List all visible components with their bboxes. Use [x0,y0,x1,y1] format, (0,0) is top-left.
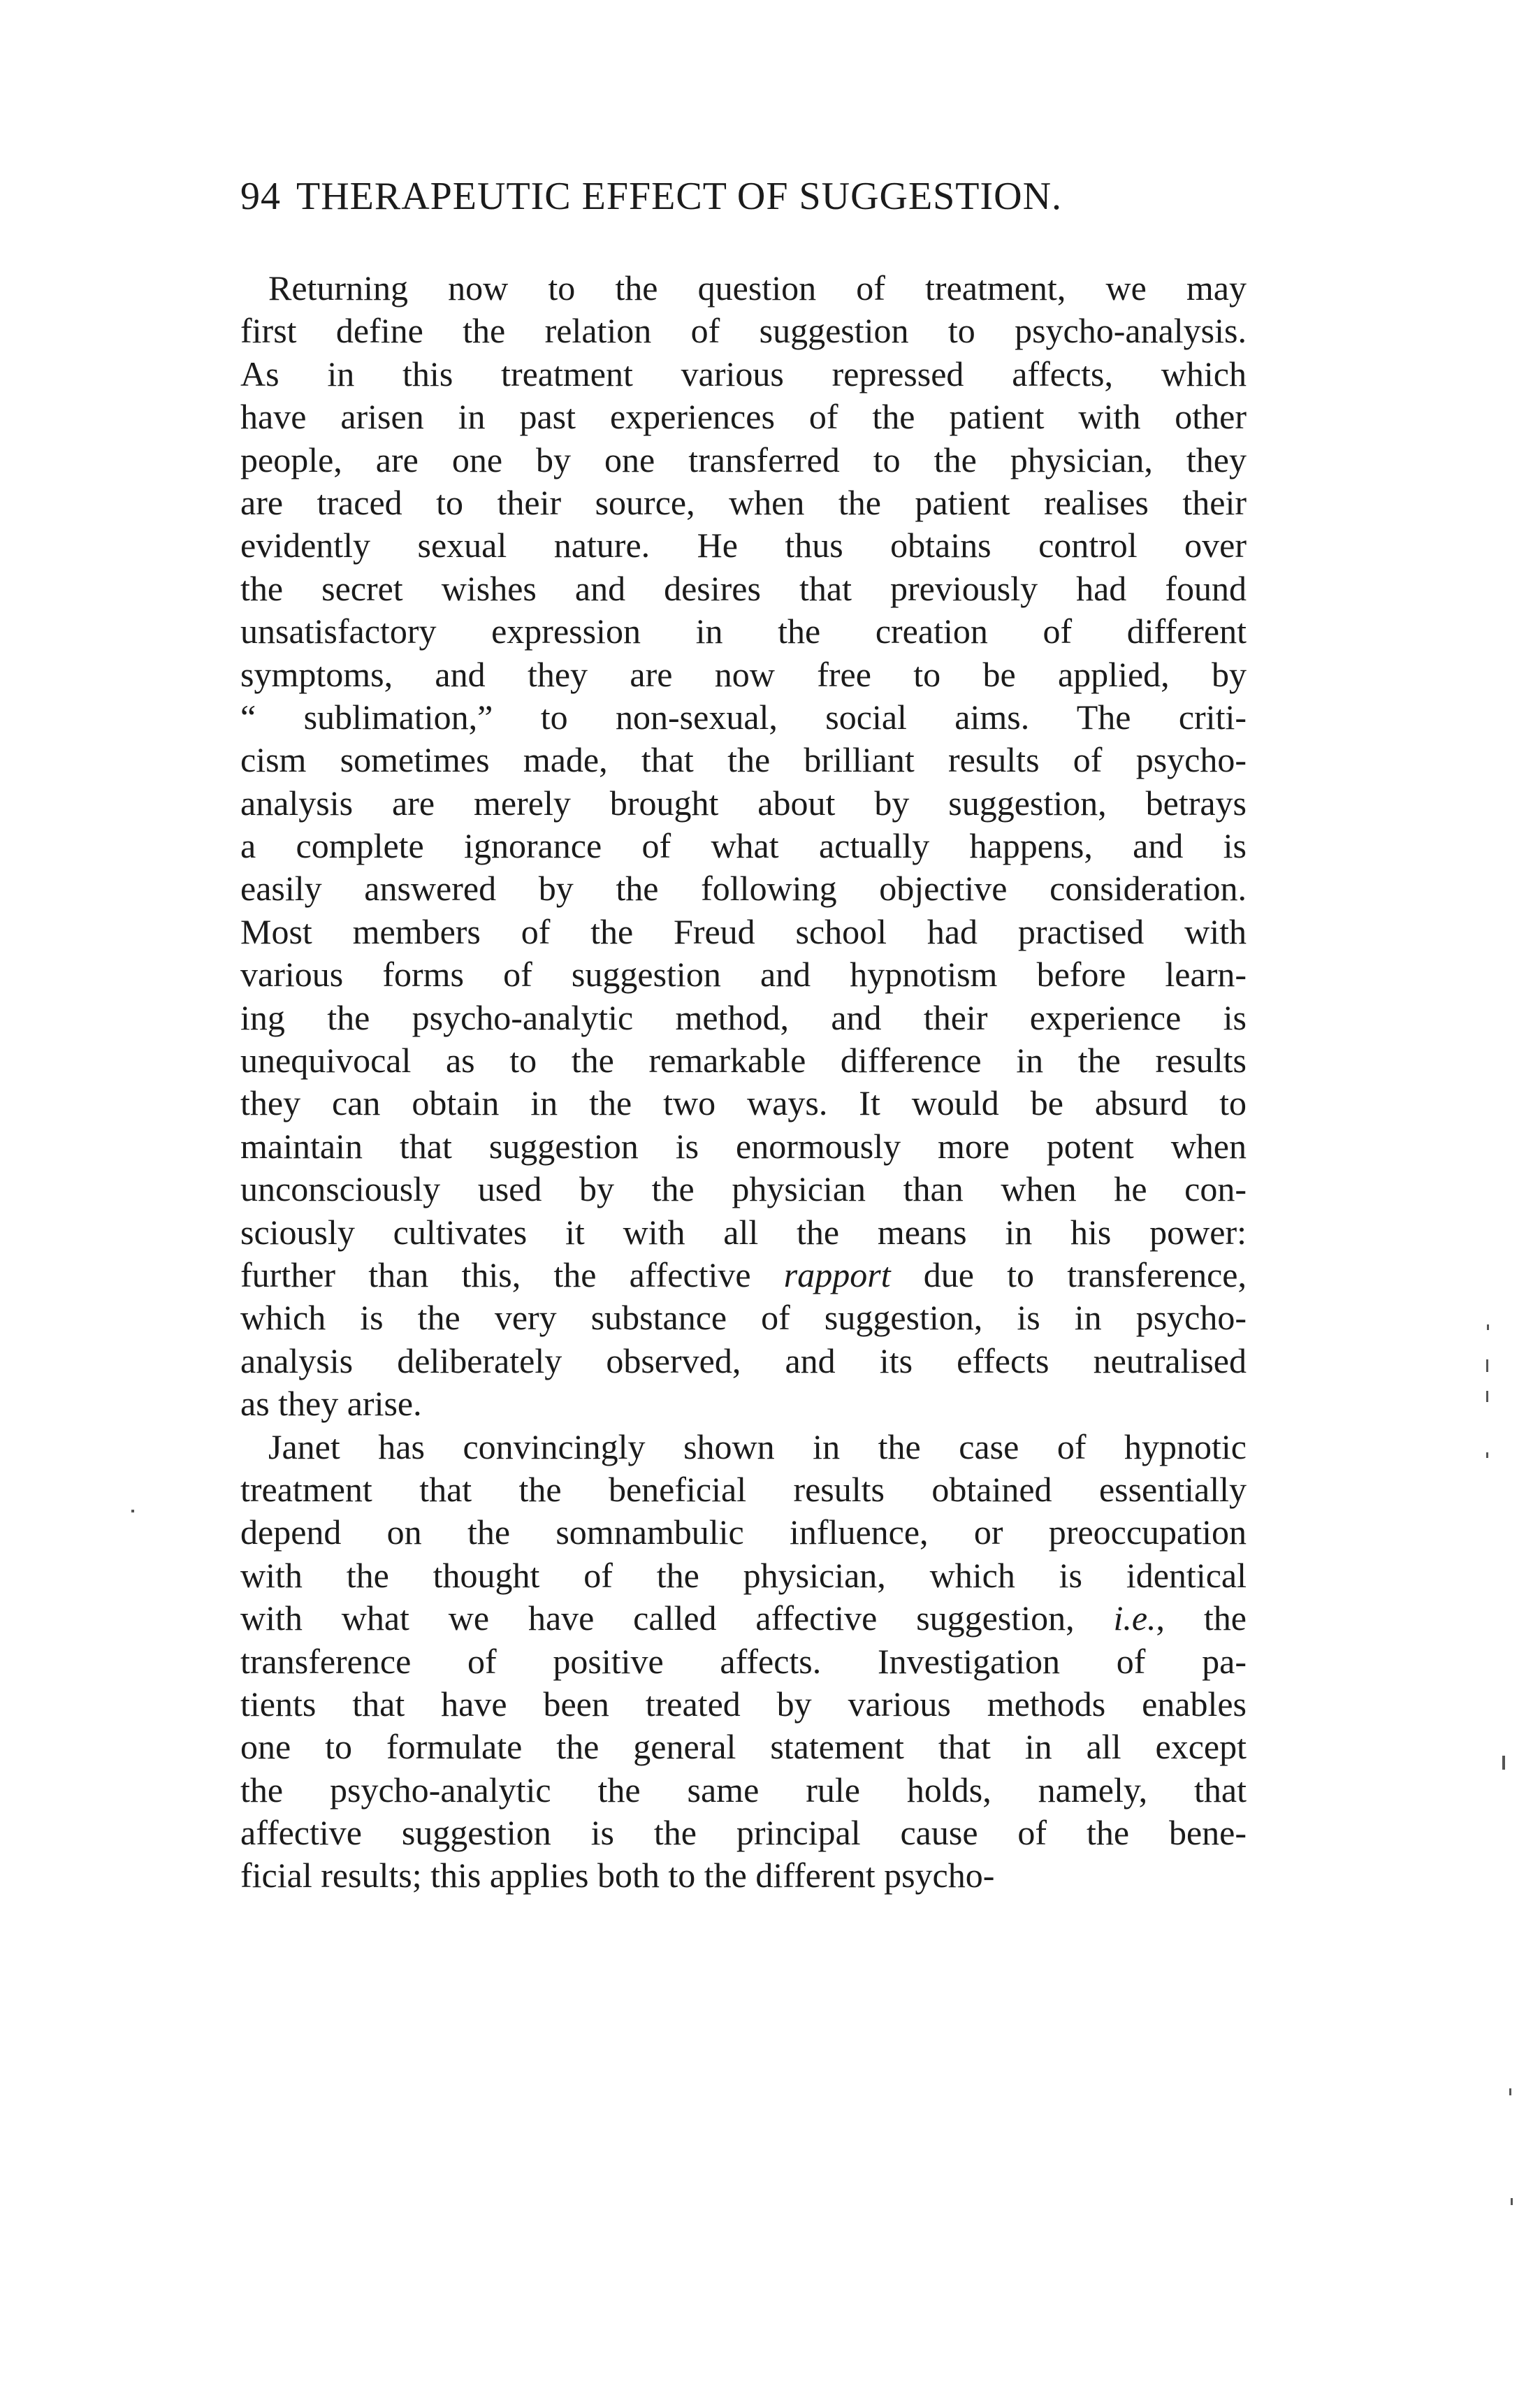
scan-speck [1509,2088,1511,2095]
paragraph [240,267,1247,1426]
text-line: as they arise. [240,1384,422,1424]
scan-speck [1487,1324,1489,1330]
text-line: analysis deliberately observed, and its effects neutralised [240,1341,1247,1380]
paragraph [240,1426,1247,1898]
text-line: are traced to their source, when the patient realises their [240,482,1247,522]
text-line: which is the very substance of suggestion, is in psycho- [240,1298,1247,1338]
running-head [240,171,1254,222]
text-line: ing the psycho-analytic method, and their experience is [240,997,1247,1037]
text-line: treatment that the beneficial results obtained essentially [240,1469,1247,1509]
running-title: THERAPEUTIC EFFECT OF SUGGESTION. [296,175,1063,218]
text-line: easily answered by the following objective consideration. [240,869,1247,909]
page-number: 94 [240,175,281,218]
text-line: a complete ignorance of what actually happens, and is [240,826,1247,866]
text-line: tients that have been treated by various methods enables [240,1684,1247,1724]
text-line: Most members of the Freud school had practised with [240,911,1247,951]
text-line: evidently sexual nature. He thus obtains control over [240,526,1247,565]
text-line: the secret wishes and desires that previously had found [240,568,1247,608]
text-line: unsatisfactory expression in the creation of different [240,612,1247,651]
text-line: first define the relation of suggestion to psycho-analysis. [240,311,1247,351]
scan-speck [1486,1391,1488,1402]
text-line: they can obtain in the two ways. It would be absurd to [240,1083,1247,1123]
text-line: depend on the somnambulic influence, or preoccupation [240,1512,1247,1552]
scan-speck [1511,2198,1513,2205]
text-line: unconsciously used by the physician than when he con- [240,1169,1247,1209]
text-line: have arisen in past experiences of the patient with other [240,397,1247,437]
text-line: ficial results; this applies both to the different psycho- [240,1856,995,1895]
body-text [240,267,1247,1898]
text-line: people, are one by one transferred to the physician, they [240,440,1247,479]
text-line: affective suggestion is the principal cause of the bene- [240,1813,1247,1853]
text-line: with the thought of the physician, which is identical [240,1555,1247,1595]
text-line: the psycho-analytic the same rule holds, namely, that [240,1770,1247,1809]
text-line: further than this, the affective rapport due to transference, [240,1255,1247,1294]
text-line: As in this treatment various repressed affects, which [240,354,1247,393]
text-line: “ sublimation,” to non-sexual, social aims. The criti- [240,697,1247,737]
scan-speck [131,1510,134,1512]
text-line: sciously cultivates it with all the means in his power: [240,1212,1247,1252]
text-line: transference of positive affects. Investigation of pa- [240,1641,1247,1681]
text-line: analysis are merely brought about by suggestion, betrays [240,783,1247,823]
scan-speck [1486,1359,1488,1372]
text-line: symptoms, and they are now free to be applied, by [240,654,1247,694]
text-line: unequivocal as to the remarkable difference in the results [240,1041,1247,1081]
text-line: Janet has convincingly shown in the case of hypnotic [268,1426,1247,1466]
scan-speck [1502,1756,1505,1770]
scan-speck [1486,1452,1488,1458]
text-line: with what we have called affective suggestion, i.e., the [240,1598,1247,1638]
text-line: Returning now to the question of treatment, we may [268,268,1247,308]
text-line: cism sometimes made, that the brilliant results of psycho- [240,740,1247,780]
text-line: various forms of suggestion and hypnotism before learn- [240,955,1247,995]
text-line: maintain that suggestion is enormously more potent when [240,1126,1247,1166]
text-line: one to formulate the general statement that in all except [240,1727,1247,1767]
